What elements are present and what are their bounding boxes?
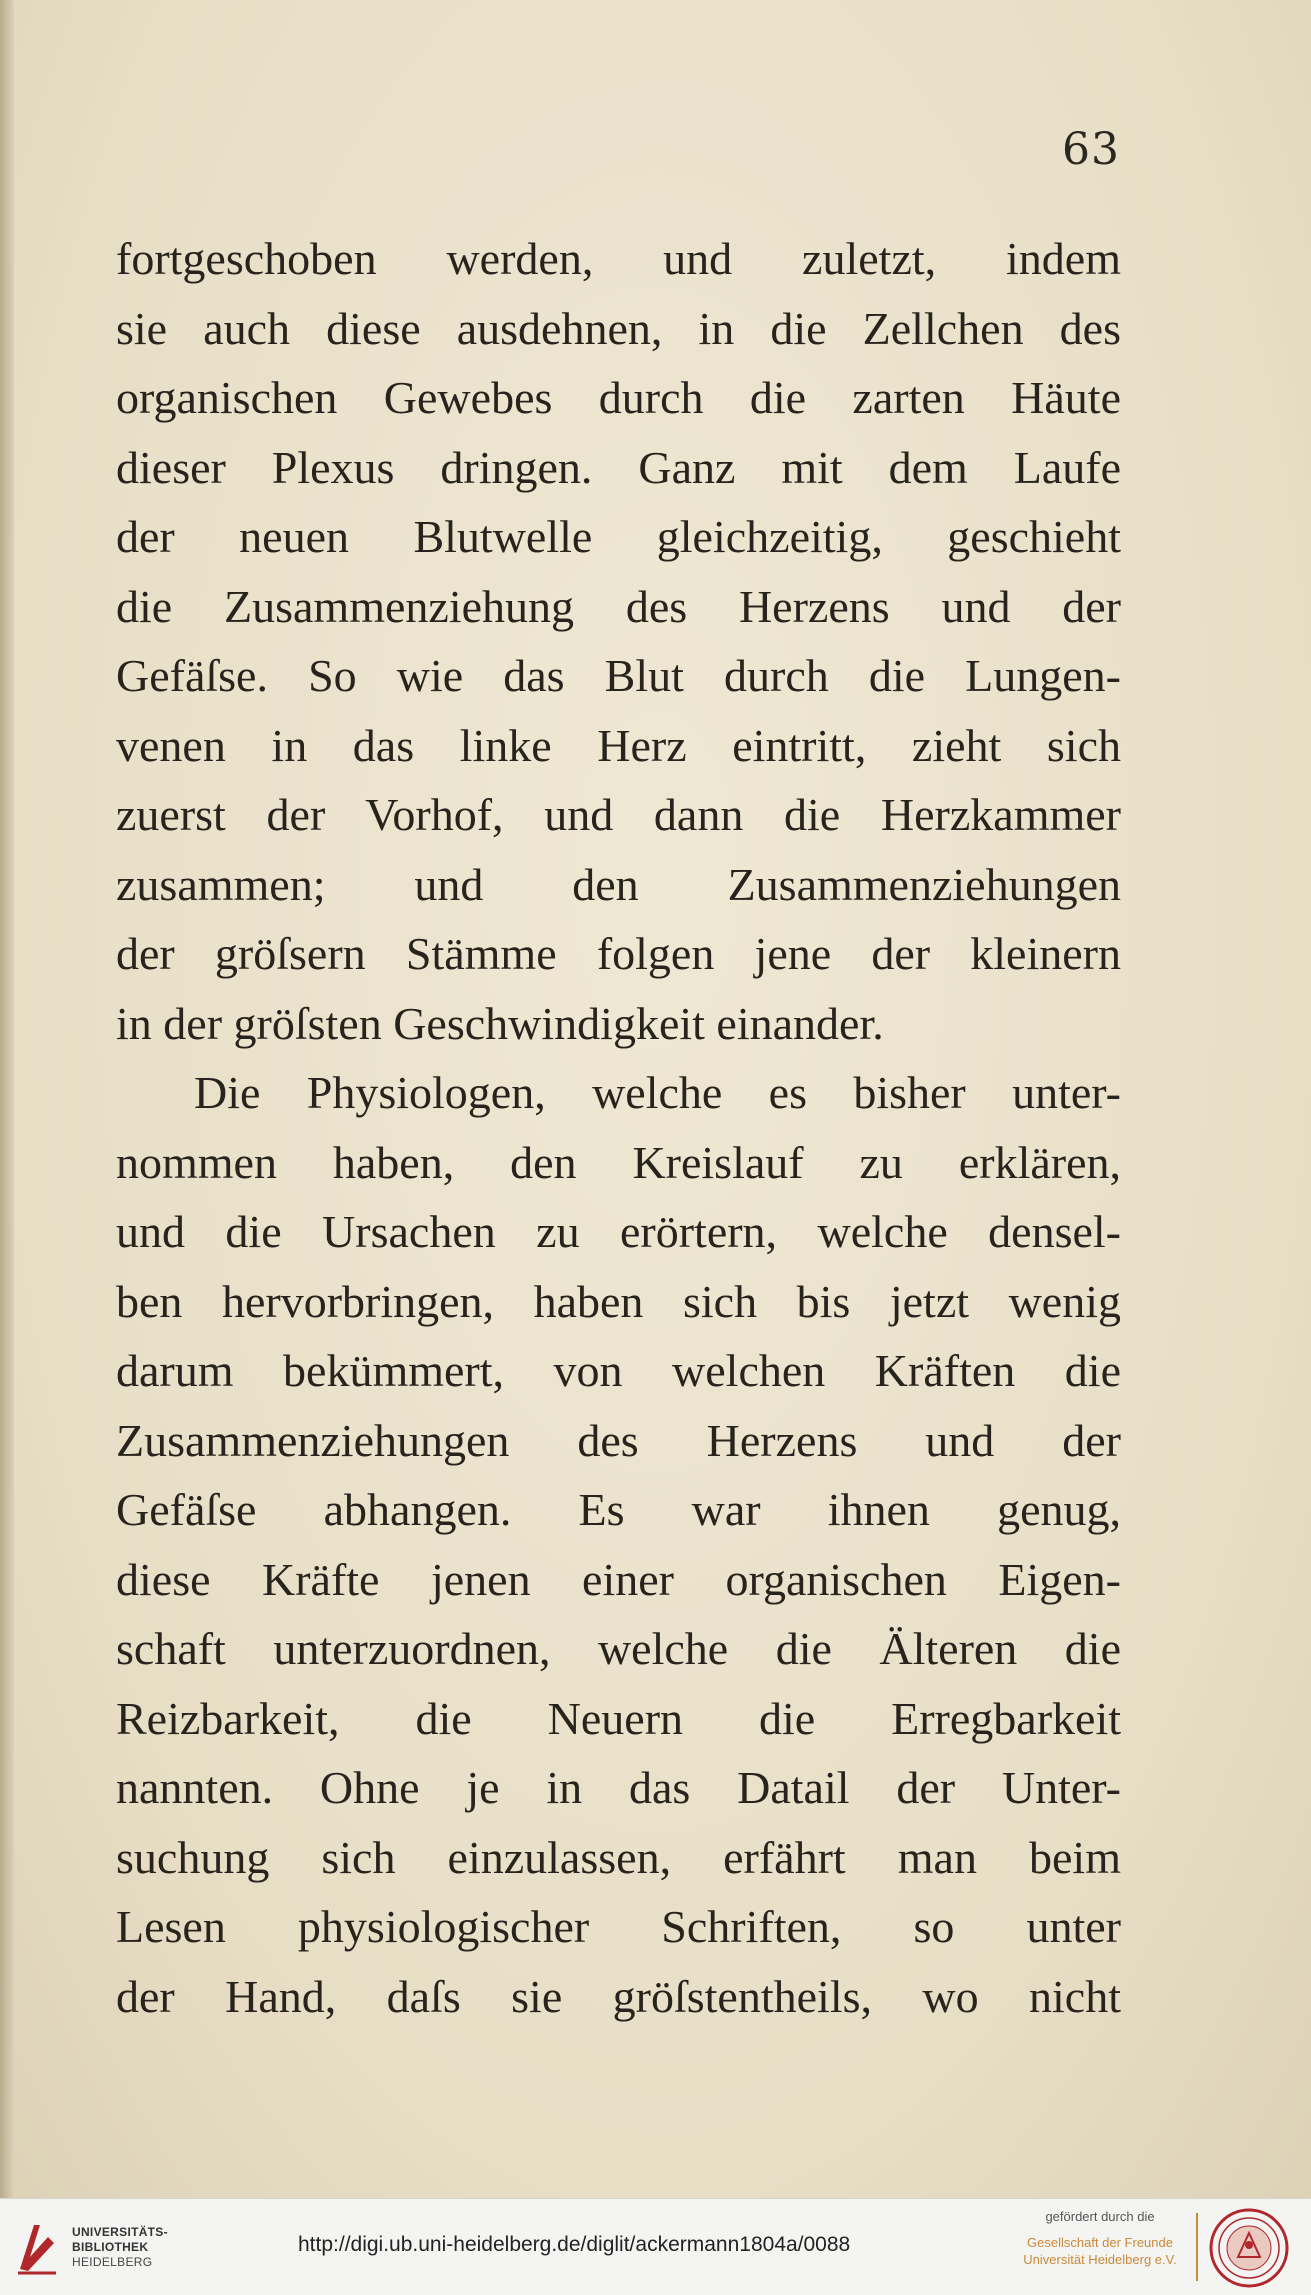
text-line: Zusammenziehungen des Herzens und der [116, 1414, 1121, 1466]
library-logo-icon[interactable] [14, 2217, 60, 2277]
text-line: Lesen physiologischer Schriften, so unter [116, 1901, 1121, 1952]
text-line: sie auch diese ausdehnen, in die Zellchen des [116, 302, 1121, 354]
text-line: der Hand, daſs sie gröſstentheils, wo nicht [116, 1970, 1121, 2022]
text-line: organischen Gewebes durch die zarten Häute [116, 372, 1121, 423]
university-seal-icon[interactable] [1208, 2207, 1290, 2289]
text-line: darum bekümmert, von welchen Kräften die [116, 1345, 1121, 1396]
text-line: suchung sich einzulassen, erfährt man beim [116, 1831, 1121, 1883]
sponsor-name-line[interactable]: Gesellschaft der Freunde [1027, 2235, 1173, 2250]
text-line: und die Ursachen zu erörtern, welche densel- [116, 1206, 1121, 1257]
footer-divider [1196, 2213, 1198, 2281]
text-line: venen in das linke Herz eintritt, zieht sich [116, 719, 1121, 771]
library-name [72, 2225, 192, 2270]
text-line: schaft unterzuordnen, welche die Älteren die [116, 1623, 1121, 1674]
permalink-url[interactable]: http://digi.ub.uni-heidelberg.de/diglit/ackermann1804a/0088 [298, 2233, 851, 2256]
body-text [116, 224, 1121, 2031]
sponsor-prefix: gefördert durch die [1045, 2209, 1155, 2224]
text-line: nannten. Ohne je in das Datail der Unter- [116, 1762, 1121, 1813]
text-line: der neuen Blutwelle gleichzeitig, geschieht [116, 511, 1121, 562]
text-line: der gröſsern Stämme folgen jene der kleinern [116, 928, 1121, 979]
text-line: fortgeschoben werden, und zuletzt, indem [116, 233, 1121, 284]
sponsor-name-line[interactable]: Universität Heidelberg e.V. [1023, 2252, 1177, 2267]
sponsor-credit [1010, 2209, 1190, 2268]
text-line: nommen haben, den Kreislauf zu erklären, [116, 1136, 1121, 1188]
text-line: dieser Plexus dringen. Ganz mit dem Laufe [116, 441, 1121, 493]
paragraph-end-line: in der gröſsten Geschwindigkeit einander. [116, 997, 884, 1049]
text-line: zuerst der Vorhof, und dann die Herzkammer [116, 789, 1121, 840]
text-line: ben hervorbringen, haben sich bis jetzt wenig [116, 1275, 1121, 1327]
library-name-line: BIBLIOTHEK [72, 2240, 149, 2254]
text-line: die Zusammenziehung des Herzens und der [116, 580, 1121, 632]
page-number: 63 [1062, 124, 1120, 175]
text-line: Reizbarkeit, die Neuern die Erregbarkeit [116, 1692, 1121, 1744]
text-line: zusammen; und den Zusammenziehungen [116, 858, 1121, 910]
text-line: Gefäſse abhangen. Es war ihnen genug, [116, 1484, 1121, 1535]
text-line: diese Kräfte jenen einer organischen Eigen- [116, 1553, 1121, 1605]
library-name-line: HEIDELBERG [72, 2255, 153, 2269]
page-binding-edge [0, 0, 14, 2198]
text-line: Gefäſse. So wie das Blut durch die Lungen- [116, 650, 1121, 701]
library-name-line: UNIVERSITÄTS- [72, 2225, 168, 2239]
viewer-footer [0, 2198, 1311, 2295]
paragraph-start-line: Die Physiologen, welche es bisher unter- [194, 1067, 1121, 1118]
